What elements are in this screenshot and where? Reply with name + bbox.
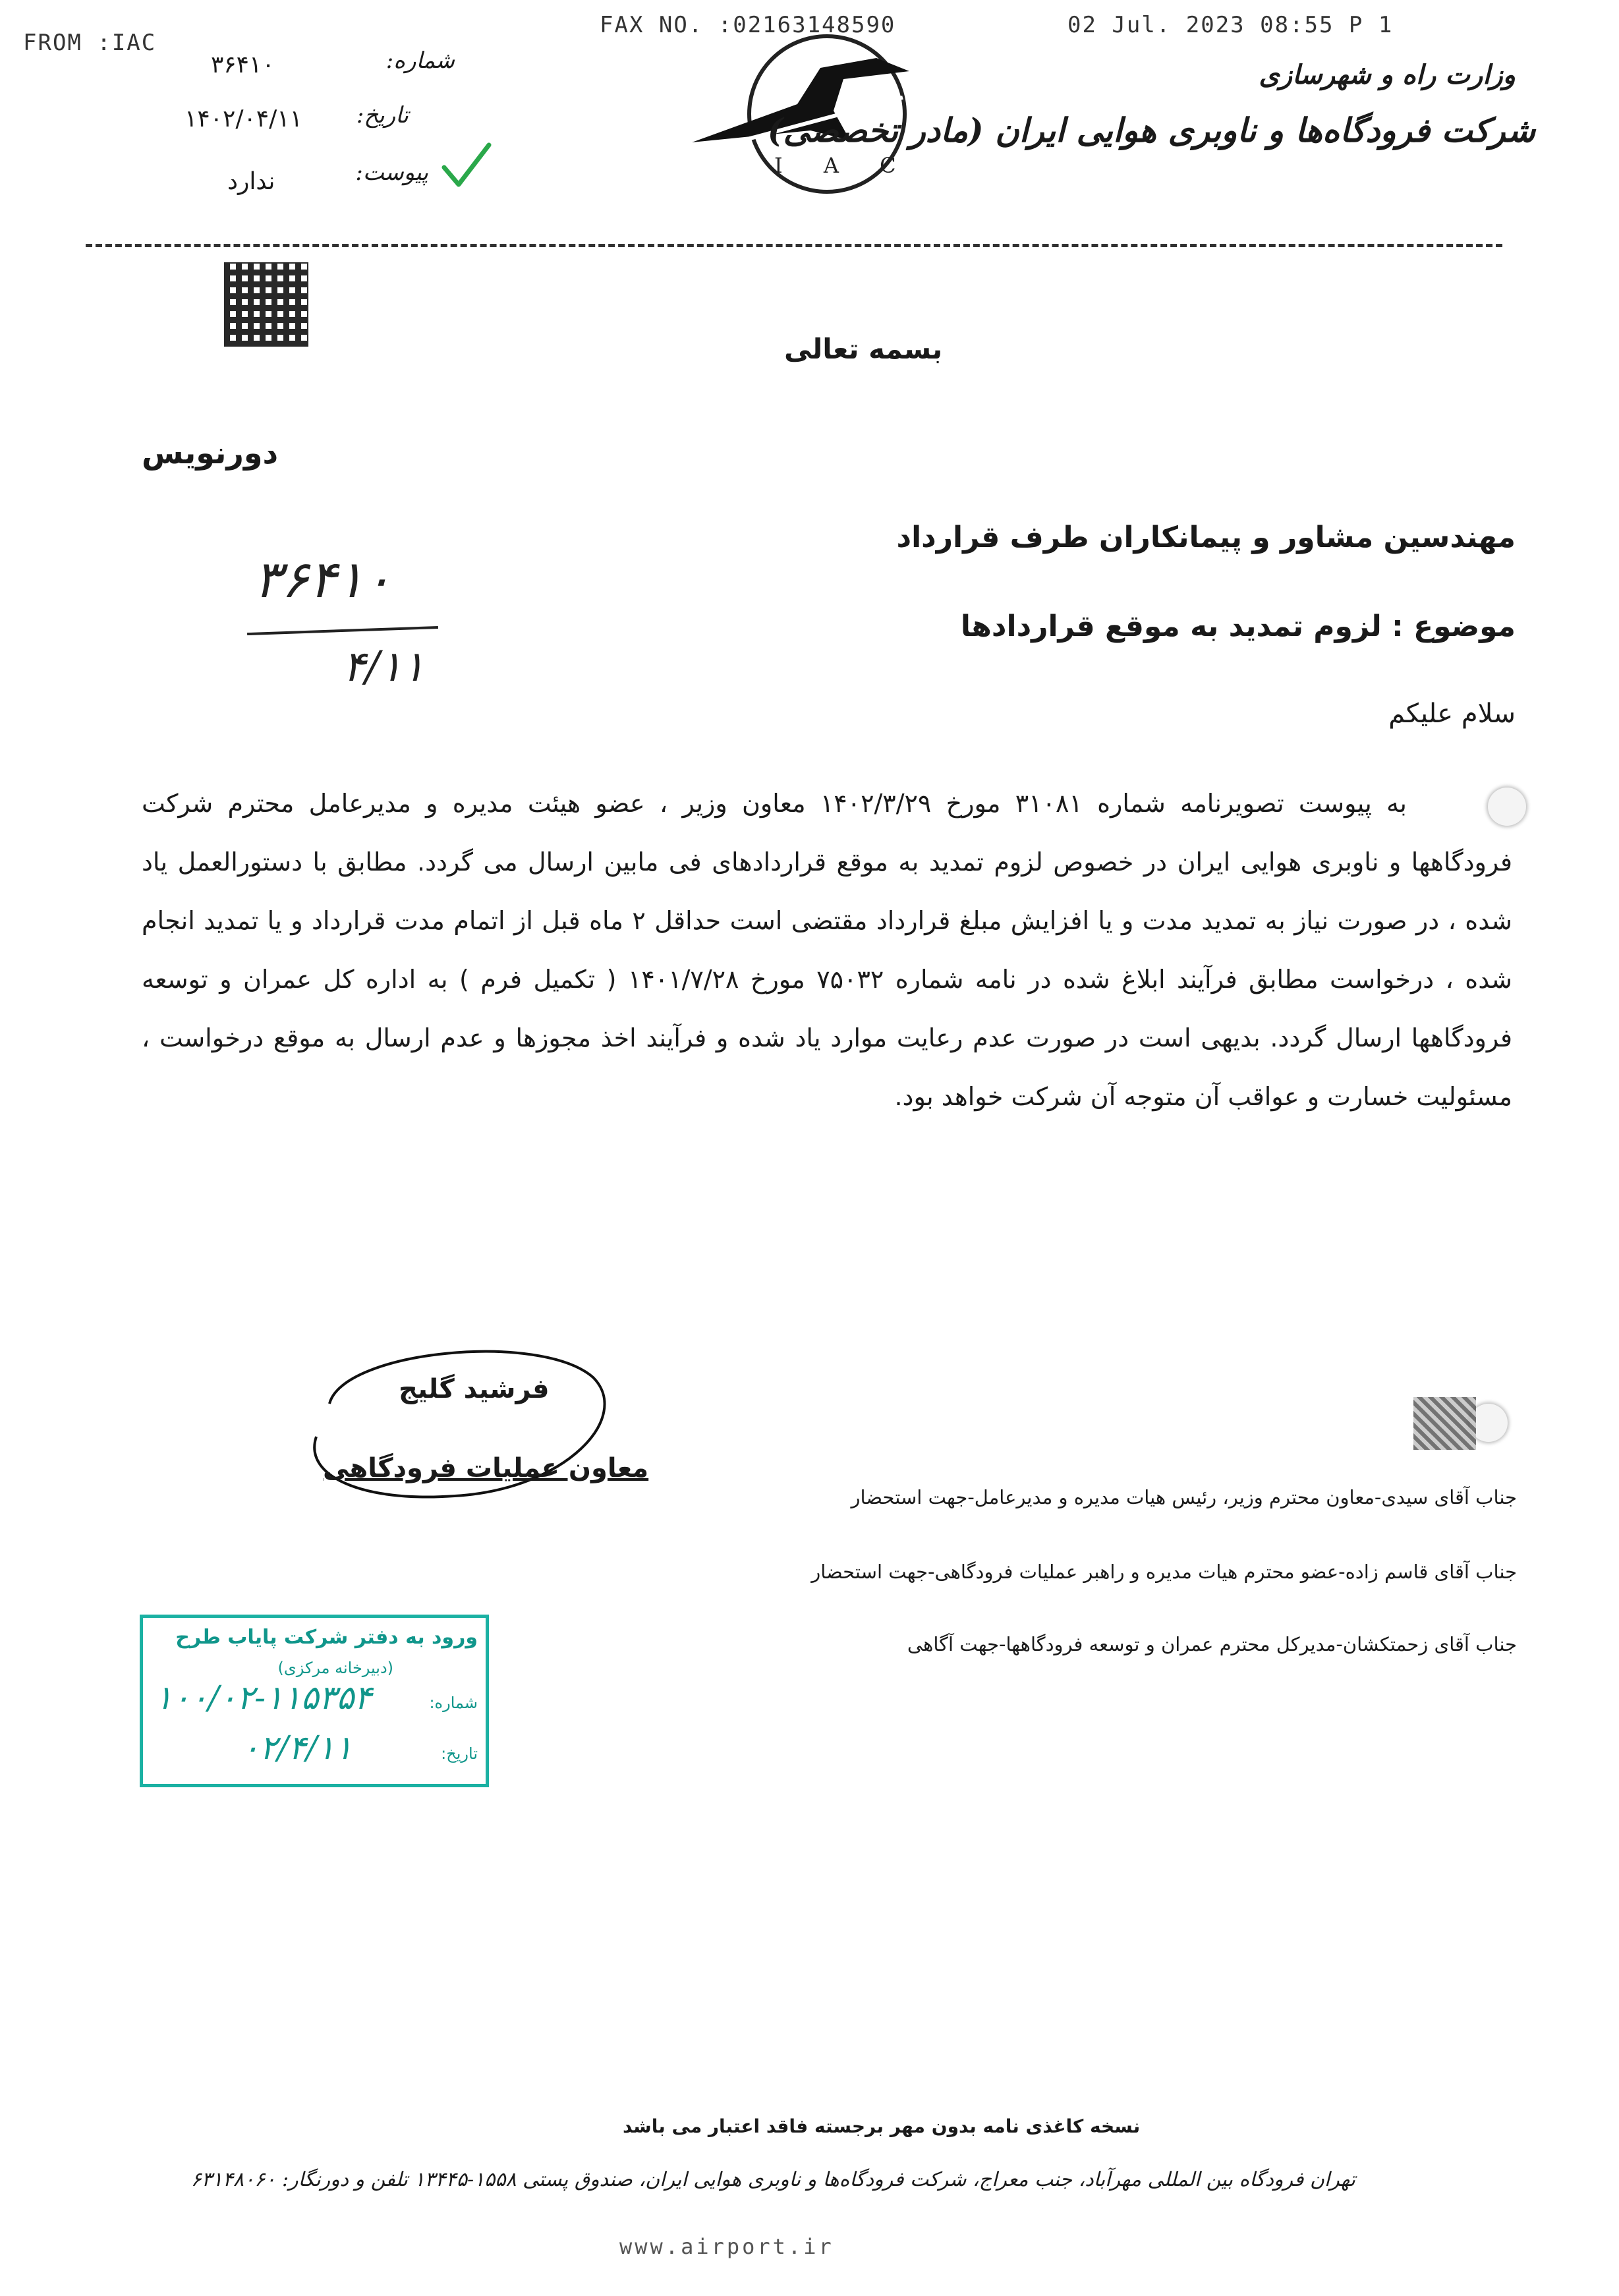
subject: موضوع : لزوم تمدید به موقع قراردادها [960, 610, 1516, 643]
signatory-title: معاون عملیات فرودگاهی [323, 1453, 649, 1483]
letter-number: ۳۶۴۱۰ [211, 51, 275, 78]
handwritten-rule [247, 626, 438, 635]
greeting: سلام علیکم [1388, 699, 1516, 729]
attachment-label: پیوست: [355, 159, 428, 186]
body-paragraph: به پیوست تصویرنامه شماره ۳۱۰۸۱ مورخ ۱۴۰۲/۳/۲۹ معاون وزیر ، عضو هیئت مدیره و مدیرعامل محترم شرکت فرودگاهها و ناوبری هوایی ایران در خصوص لزوم تمدید به موقع قراردادهای فی مابین ارسال می گردد. مطابق با دستورالعمل یاد شده ، در صورت نیاز به تمدید مدت و یا افزایش مبلغ قرارداد مقتضی است حداقل ۲ ماه قبل از اتمام مدت قرارداد و یا تمدید انجام شده ، درخواست مطابق فرآیند ابلاغ شده در نامه شماره ۷۵۰۳۲ مورخ ۱۴۰۱/۷/۲۸ ( تکمیل فرم ) به اداره کل عمران و توسعه فرودگاهها ارسال گردد. بدیهی است در صورت عدم رعایت موارد یاد شده و فرآیند اخذ مجوزها و عدم ارسال به موقع درخواست ، مسئولیت خسارت و عواقب آن متوجه آن شرکت خواهد بود. [142, 789, 1512, 1111]
letter-date: ۱۴۰۲/۰۴/۱۱ [185, 105, 302, 132]
qr-code [224, 262, 308, 347]
cc-item: جناب آقای قاسم زاده-عضو محترم هیات مدیره و راهبر عملیات فرودگاهی-جهت استحضار [811, 1561, 1517, 1583]
stamp-date: ۰۲/۴/۱۱ [242, 1729, 353, 1767]
handwritten-number: ۳۶۴۱۰ [254, 550, 392, 610]
date-label: تاریخ: [356, 102, 409, 129]
cc-item: جناب آقای سیدی-معاون محترم وزیر، رئیس هیات مدیره و مدیرعامل-جهت استحضار [851, 1486, 1517, 1508]
header-divider [86, 244, 1502, 247]
check-icon [440, 140, 493, 192]
number-label: شماره: [385, 47, 455, 74]
footer-website: www.airport.ir [619, 2234, 834, 2259]
fax-mark: دورنویس [142, 435, 279, 471]
signature-ellipse [290, 1338, 619, 1516]
bismillah: بسمه تعالی [784, 333, 943, 365]
fax-datetime: 02 Jul. 2023 08:55 P 1 [1067, 12, 1394, 38]
fax-from: FROM :IAC [23, 30, 157, 56]
fax-number: FAX NO. :02163148590 [600, 12, 896, 38]
seal-mark [1413, 1397, 1476, 1450]
footer-address: تهران فرودگاه بین المللی مهرآباد، جنب معراج، شرکت فرودگاه‌ها و ناوبری هوایی ایران، صندوق پستی ۱۵۵۸-۱۳۴۴۵ تلفن و دورنگار: ۶۳۱۴۸۰۶۰ [190, 2168, 1355, 2191]
cc-item: جناب آقای زحمتکشان-مدیرکل محترم عمران و توسعه فرودگاهها-جهت آگاهی [907, 1633, 1517, 1655]
stamp-subtitle: (دبیرخانه مرکزی) [277, 1659, 393, 1677]
stamp-date-label: تاریخ: [441, 1744, 478, 1763]
stamp-title: ورود به دفتر شرکت پایاب طرح [175, 1626, 478, 1649]
stamp-number: ۱۰۰/۰۲-۱۱۵۳۵۴ [155, 1679, 372, 1717]
attachment-value: ندارد [227, 168, 275, 195]
stamp-number-label: شماره: [429, 1694, 478, 1712]
ministry-name: وزارت راه و شهرسازی [1259, 59, 1516, 90]
handwritten-date: ۴/۱۱ [343, 643, 425, 691]
company-name: شرکت فرودگاه‌ها و ناوبری هوایی ایران (مادر تخصصی) [767, 111, 1535, 150]
recipient: مهندسین مشاور و پیمانکاران طرف قرارداد [896, 521, 1516, 554]
footer-note: نسخه کاغذی نامه بدون مهر برجسته فاقد اعتبار می باشد [623, 2115, 1141, 2137]
letter-body [142, 774, 1512, 1126]
logo-letters: I A C [774, 153, 913, 178]
signatory-name: فرشید گلیج [399, 1374, 550, 1404]
received-stamp [140, 1615, 489, 1787]
